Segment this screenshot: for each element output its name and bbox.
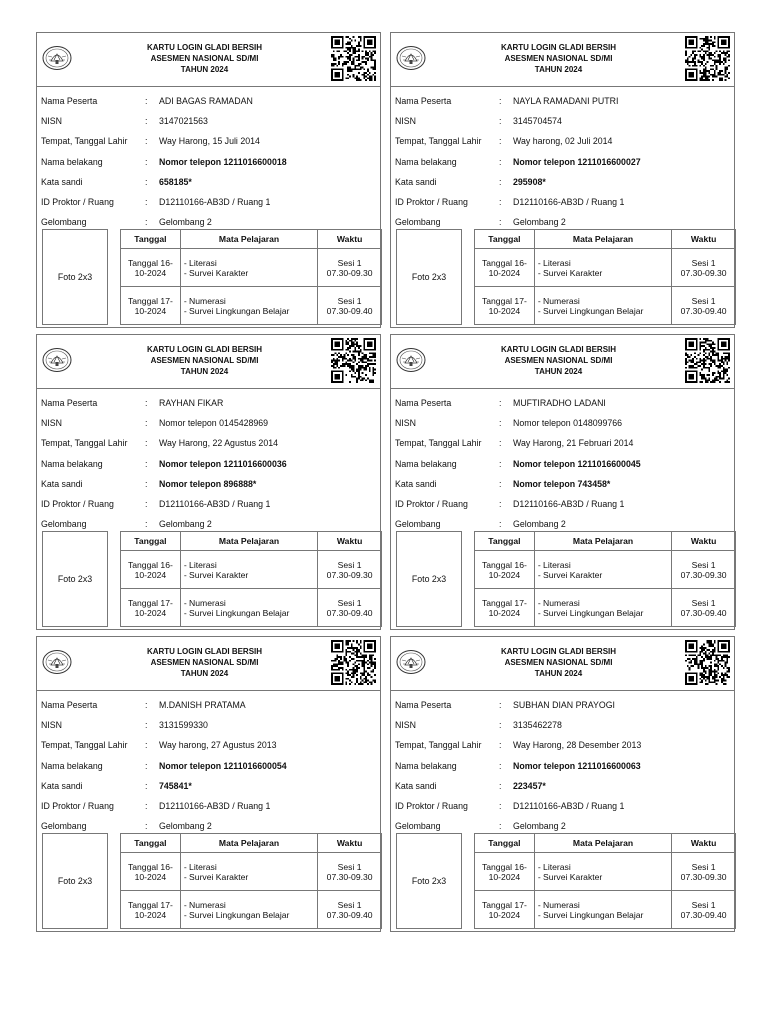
card-row bbox=[36, 32, 737, 328]
title-line-3: TAHUN 2024 bbox=[180, 65, 229, 74]
login-card bbox=[36, 32, 381, 328]
schedule-date: Tanggal 17- 10-2024 bbox=[475, 891, 535, 929]
schedule-date: Tanggal 17- 10-2024 bbox=[121, 589, 181, 627]
table-row bbox=[475, 249, 736, 287]
field-nama-peserta: Nama Peserta : MUFTIRADHO LADANI bbox=[395, 393, 730, 413]
qr-code-icon bbox=[685, 338, 730, 383]
schedule-date: Tanggal 17- 10-2024 bbox=[475, 287, 535, 325]
gelombang-value: Gelombang 2 bbox=[513, 821, 566, 832]
participant-fields bbox=[391, 389, 734, 534]
card-header bbox=[37, 33, 380, 87]
field-id-proktor: ID Proktor / Ruang : D12110166-AB3D / Ruang 1 bbox=[41, 796, 376, 816]
field-tempat-tanggal-lahir: Tempat, Tanggal Lahir : Way Harong, 28 Desember 2013 bbox=[395, 735, 730, 755]
field-nama-belakang: Nama belakang : Nomor telepon 1211016600027 bbox=[395, 152, 730, 172]
table-row bbox=[475, 891, 736, 929]
kata-sandi-value: 745841* bbox=[159, 780, 192, 791]
qr-code-icon bbox=[685, 640, 730, 685]
participant-fields bbox=[37, 691, 380, 836]
title-line-3: TAHUN 2024 bbox=[534, 669, 583, 678]
field-nama-belakang: Nama belakang : Nomor telepon 1211016600045 bbox=[395, 454, 730, 474]
table-row bbox=[475, 287, 736, 325]
kata-sandi-value: Nomor telepon 743458* bbox=[513, 478, 611, 489]
title-line-3: TAHUN 2024 bbox=[534, 367, 583, 376]
schedule-header-row bbox=[475, 834, 736, 853]
field-gelombang: Gelombang : Gelombang 2 bbox=[41, 816, 376, 836]
ttl-value: Way Harong, 28 Desember 2013 bbox=[513, 740, 642, 751]
photo-placeholder: Foto 2x3 bbox=[42, 531, 108, 627]
schedule-subjects: - Literasi - Survei Karakter bbox=[534, 853, 671, 891]
field-id-proktor: ID Proktor / Ruang : D12110166-AB3D / Ruang 1 bbox=[41, 192, 376, 212]
schedule-subjects: - Numerasi - Survei Lingkungan Belajar bbox=[180, 287, 317, 325]
nisn-value: Nomor telepon 0145428969 bbox=[159, 418, 269, 429]
table-row bbox=[475, 853, 736, 891]
schedule-subjects: - Literasi - Survei Karakter bbox=[180, 853, 317, 891]
field-id-proktor: ID Proktor / Ruang : D12110166-AB3D / Ruang 1 bbox=[41, 494, 376, 514]
field-nama-peserta: Nama Peserta : M.DANISH PRATAMA bbox=[41, 695, 376, 715]
schedule-subjects: - Literasi - Survei Karakter bbox=[180, 551, 317, 589]
schedule-time: Sesi 1 07.30-09.40 bbox=[318, 891, 382, 929]
title-line-1: KARTU LOGIN GLADI BERSIH bbox=[146, 647, 263, 656]
title-line-1: KARTU LOGIN GLADI BERSIH bbox=[146, 43, 263, 52]
header-mata-pelajaran: Mata Pelajaran bbox=[180, 834, 317, 853]
field-nisn: NISN : 3147021563 bbox=[41, 111, 376, 131]
nama-peserta-value: ADI BAGAS RAMADAN bbox=[159, 96, 253, 107]
schedule-table bbox=[474, 833, 736, 929]
schedule-table bbox=[120, 531, 382, 627]
nama-peserta-value: NAYLA RAMADANI PUTRI bbox=[513, 96, 619, 107]
field-tempat-tanggal-lahir: Tempat, Tanggal Lahir : Way harong, 02 Juli 2014 bbox=[395, 131, 730, 151]
schedule-time: Sesi 1 07.30-09.30 bbox=[672, 249, 736, 287]
schedule-subjects: - Literasi - Survei Karakter bbox=[534, 249, 671, 287]
schedule-date: Tanggal 16- 10-2024 bbox=[475, 551, 535, 589]
schedule-date: Tanggal 17- 10-2024 bbox=[475, 589, 535, 627]
card-bottom bbox=[396, 531, 736, 627]
field-nama-peserta: Nama Peserta : ADI BAGAS RAMADAN bbox=[41, 91, 376, 111]
title-line-1: KARTU LOGIN GLADI BERSIH bbox=[500, 647, 617, 656]
header-waktu: Waktu bbox=[672, 834, 736, 853]
ttl-value: Way Harong, 22 Agustus 2014 bbox=[159, 438, 278, 449]
header-mata-pelajaran: Mata Pelajaran bbox=[180, 230, 317, 249]
title-line-2: ASESMEN NASIONAL SD/MI bbox=[504, 658, 613, 667]
header-mata-pelajaran: Mata Pelajaran bbox=[180, 532, 317, 551]
tut-wuri-handayani-logo-icon bbox=[42, 649, 72, 675]
field-kata-sandi: Kata sandi : 295908* bbox=[395, 172, 730, 192]
ttl-value: Way Harong, 21 Februari 2014 bbox=[513, 438, 634, 449]
gelombang-value: Gelombang 2 bbox=[513, 519, 566, 530]
nama-belakang-value: Nomor telepon 1211016600018 bbox=[159, 156, 287, 167]
header-mata-pelajaran: Mata Pelajaran bbox=[534, 230, 671, 249]
card-header bbox=[391, 33, 734, 87]
card-bottom bbox=[396, 833, 736, 929]
field-nisn: NISN : 3145704574 bbox=[395, 111, 730, 131]
header-tanggal: Tanggal bbox=[121, 532, 181, 551]
header-waktu: Waktu bbox=[318, 532, 382, 551]
card-bottom bbox=[42, 833, 382, 929]
field-id-proktor: ID Proktor / Ruang : D12110166-AB3D / Ruang 1 bbox=[395, 192, 730, 212]
schedule-header-row bbox=[121, 532, 382, 551]
title-line-2: ASESMEN NASIONAL SD/MI bbox=[150, 356, 259, 365]
title-line-2: ASESMEN NASIONAL SD/MI bbox=[150, 658, 259, 667]
header-tanggal: Tanggal bbox=[121, 230, 181, 249]
field-kata-sandi: Kata sandi : 658185* bbox=[41, 172, 376, 192]
card-title bbox=[461, 646, 656, 679]
title-line-3: TAHUN 2024 bbox=[180, 367, 229, 376]
participant-fields bbox=[391, 691, 734, 836]
card-bottom bbox=[42, 531, 382, 627]
qr-code-icon bbox=[331, 640, 376, 685]
nisn-value: 3135462278 bbox=[513, 720, 562, 731]
card-row bbox=[36, 334, 737, 630]
table-row bbox=[121, 853, 382, 891]
ttl-value: Way Harong, 15 Juli 2014 bbox=[159, 136, 260, 147]
field-nama-belakang: Nama belakang : Nomor telepon 1211016600063 bbox=[395, 756, 730, 776]
participant-fields bbox=[391, 87, 734, 232]
header-tanggal: Tanggal bbox=[475, 834, 535, 853]
card-header bbox=[37, 335, 380, 389]
ttl-value: Way harong, 02 Juli 2014 bbox=[513, 136, 613, 147]
table-row bbox=[121, 249, 382, 287]
schedule-date: Tanggal 16- 10-2024 bbox=[475, 853, 535, 891]
card-bottom bbox=[42, 229, 382, 325]
schedule-subjects: - Numerasi - Survei Lingkungan Belajar bbox=[534, 891, 671, 929]
schedule-subjects: - Numerasi - Survei Lingkungan Belajar bbox=[180, 589, 317, 627]
nama-belakang-value: Nomor telepon 1211016600045 bbox=[513, 458, 641, 469]
card-title bbox=[107, 42, 302, 75]
schedule-time: Sesi 1 07.30-09.30 bbox=[318, 249, 382, 287]
nama-belakang-value: Nomor telepon 1211016600063 bbox=[513, 760, 641, 771]
nama-belakang-value: Nomor telepon 1211016600036 bbox=[159, 458, 287, 469]
field-kata-sandi: Kata sandi : Nomor telepon 743458* bbox=[395, 474, 730, 494]
qr-code-icon bbox=[331, 338, 376, 383]
field-tempat-tanggal-lahir: Tempat, Tanggal Lahir : Way Harong, 21 Februari 2014 bbox=[395, 433, 730, 453]
field-nama-peserta: Nama Peserta : RAYHAN FIKAR bbox=[41, 393, 376, 413]
id-proktor-value: D12110166-AB3D / Ruang 1 bbox=[513, 801, 625, 812]
kata-sandi-value: 658185* bbox=[159, 176, 192, 187]
card-row bbox=[36, 636, 737, 932]
field-id-proktor: ID Proktor / Ruang : D12110166-AB3D / Ruang 1 bbox=[395, 796, 730, 816]
title-line-1: KARTU LOGIN GLADI BERSIH bbox=[500, 345, 617, 354]
card-title bbox=[461, 344, 656, 377]
title-line-3: TAHUN 2024 bbox=[534, 65, 583, 74]
table-row bbox=[475, 589, 736, 627]
title-line-1: KARTU LOGIN GLADI BERSIH bbox=[500, 43, 617, 52]
schedule-date: Tanggal 16- 10-2024 bbox=[121, 249, 181, 287]
id-proktor-value: D12110166-AB3D / Ruang 1 bbox=[513, 197, 625, 208]
schedule-header-row bbox=[475, 532, 736, 551]
nama-peserta-value: M.DANISH PRATAMA bbox=[159, 700, 246, 711]
card-header bbox=[391, 637, 734, 691]
nama-peserta-value: MUFTIRADHO LADANI bbox=[513, 398, 606, 409]
field-nama-belakang: Nama belakang : Nomor telepon 1211016600018 bbox=[41, 152, 376, 172]
schedule-time: Sesi 1 07.30-09.30 bbox=[318, 551, 382, 589]
schedule-subjects: - Literasi - Survei Karakter bbox=[180, 249, 317, 287]
schedule-subjects: - Numerasi - Survei Lingkungan Belajar bbox=[534, 287, 671, 325]
schedule-date: Tanggal 16- 10-2024 bbox=[121, 853, 181, 891]
table-row bbox=[121, 287, 382, 325]
title-line-2: ASESMEN NASIONAL SD/MI bbox=[150, 54, 259, 63]
qr-code-icon bbox=[331, 36, 376, 81]
id-proktor-value: D12110166-AB3D / Ruang 1 bbox=[513, 499, 625, 510]
title-line-2: ASESMEN NASIONAL SD/MI bbox=[504, 356, 613, 365]
schedule-subjects: - Numerasi - Survei Lingkungan Belajar bbox=[180, 891, 317, 929]
title-line-1: KARTU LOGIN GLADI BERSIH bbox=[146, 345, 263, 354]
card-title bbox=[107, 646, 302, 679]
nisn-value: 3131599330 bbox=[159, 720, 208, 731]
tut-wuri-handayani-logo-icon bbox=[396, 347, 426, 373]
login-card bbox=[390, 32, 735, 328]
schedule-date: Tanggal 17- 10-2024 bbox=[121, 287, 181, 325]
schedule-date: Tanggal 17- 10-2024 bbox=[121, 891, 181, 929]
title-line-2: ASESMEN NASIONAL SD/MI bbox=[504, 54, 613, 63]
schedule-table bbox=[120, 229, 382, 325]
header-waktu: Waktu bbox=[672, 532, 736, 551]
card-bottom bbox=[396, 229, 736, 325]
field-kata-sandi: Kata sandi : 745841* bbox=[41, 776, 376, 796]
table-row bbox=[475, 551, 736, 589]
login-card bbox=[390, 334, 735, 630]
photo-placeholder: Foto 2x3 bbox=[396, 833, 462, 929]
tut-wuri-handayani-logo-icon bbox=[42, 45, 72, 71]
table-row bbox=[121, 891, 382, 929]
nisn-value: 3145704574 bbox=[513, 116, 562, 127]
id-proktor-value: D12110166-AB3D / Ruang 1 bbox=[159, 499, 271, 510]
nama-peserta-value: SUBHAN DIAN PRAYOGI bbox=[513, 700, 615, 711]
nama-belakang-value: Nomor telepon 1211016600027 bbox=[513, 156, 641, 167]
schedule-date: Tanggal 16- 10-2024 bbox=[121, 551, 181, 589]
nama-peserta-value: RAYHAN FIKAR bbox=[159, 398, 224, 409]
tut-wuri-handayani-logo-icon bbox=[396, 649, 426, 675]
photo-placeholder: Foto 2x3 bbox=[396, 531, 462, 627]
table-row bbox=[121, 551, 382, 589]
field-nama-belakang: Nama belakang : Nomor telepon 1211016600054 bbox=[41, 756, 376, 776]
participant-fields bbox=[37, 389, 380, 534]
login-card bbox=[390, 636, 735, 932]
card-header bbox=[37, 637, 380, 691]
tut-wuri-handayani-logo-icon bbox=[42, 347, 72, 373]
photo-placeholder: Foto 2x3 bbox=[42, 229, 108, 325]
header-tanggal: Tanggal bbox=[475, 532, 535, 551]
schedule-date: Tanggal 16- 10-2024 bbox=[475, 249, 535, 287]
nisn-value: 3147021563 bbox=[159, 116, 208, 127]
schedule-table bbox=[474, 531, 736, 627]
header-waktu: Waktu bbox=[672, 230, 736, 249]
field-nisn: NISN : Nomor telepon 0148099766 bbox=[395, 413, 730, 433]
gelombang-value: Gelombang 2 bbox=[159, 519, 212, 530]
field-gelombang: Gelombang : Gelombang 2 bbox=[395, 514, 730, 534]
gelombang-value: Gelombang 2 bbox=[513, 217, 566, 228]
kata-sandi-value: Nomor telepon 896888* bbox=[159, 478, 257, 489]
field-kata-sandi: Kata sandi : Nomor telepon 896888* bbox=[41, 474, 376, 494]
id-proktor-value: D12110166-AB3D / Ruang 1 bbox=[159, 197, 271, 208]
field-nama-belakang: Nama belakang : Nomor telepon 1211016600036 bbox=[41, 454, 376, 474]
field-nama-peserta: Nama Peserta : NAYLA RAMADANI PUTRI bbox=[395, 91, 730, 111]
field-nisn: NISN : Nomor telepon 0145428969 bbox=[41, 413, 376, 433]
schedule-time: Sesi 1 07.30-09.30 bbox=[318, 853, 382, 891]
header-waktu: Waktu bbox=[318, 834, 382, 853]
header-tanggal: Tanggal bbox=[475, 230, 535, 249]
field-id-proktor: ID Proktor / Ruang : D12110166-AB3D / Ruang 1 bbox=[395, 494, 730, 514]
card-title bbox=[461, 42, 656, 75]
card-header bbox=[391, 335, 734, 389]
schedule-header-row bbox=[121, 834, 382, 853]
schedule-time: Sesi 1 07.30-09.40 bbox=[318, 287, 382, 325]
schedule-time: Sesi 1 07.30-09.30 bbox=[672, 853, 736, 891]
schedule-time: Sesi 1 07.30-09.30 bbox=[672, 551, 736, 589]
gelombang-value: Gelombang 2 bbox=[159, 217, 212, 228]
schedule-subjects: - Numerasi - Survei Lingkungan Belajar bbox=[534, 589, 671, 627]
nisn-value: Nomor telepon 0148099766 bbox=[513, 418, 623, 429]
field-tempat-tanggal-lahir: Tempat, Tanggal Lahir : Way Harong, 15 Juli 2014 bbox=[41, 131, 376, 151]
ttl-value: Way harong, 27 Agustus 2013 bbox=[159, 740, 277, 751]
header-waktu: Waktu bbox=[318, 230, 382, 249]
photo-placeholder: Foto 2x3 bbox=[42, 833, 108, 929]
header-mata-pelajaran: Mata Pelajaran bbox=[534, 532, 671, 551]
qr-code-icon bbox=[685, 36, 730, 81]
field-kata-sandi: Kata sandi : 223457* bbox=[395, 776, 730, 796]
schedule-header-row bbox=[475, 230, 736, 249]
id-proktor-value: D12110166-AB3D / Ruang 1 bbox=[159, 801, 271, 812]
field-gelombang: Gelombang : Gelombang 2 bbox=[395, 816, 730, 836]
login-card-sheet bbox=[36, 32, 737, 938]
field-gelombang: Gelombang : Gelombang 2 bbox=[41, 514, 376, 534]
tut-wuri-handayani-logo-icon bbox=[396, 45, 426, 71]
photo-placeholder: Foto 2x3 bbox=[396, 229, 462, 325]
field-tempat-tanggal-lahir: Tempat, Tanggal Lahir : Way Harong, 22 Agustus 2014 bbox=[41, 433, 376, 453]
kata-sandi-value: 295908* bbox=[513, 176, 546, 187]
field-nama-peserta: Nama Peserta : SUBHAN DIAN PRAYOGI bbox=[395, 695, 730, 715]
header-tanggal: Tanggal bbox=[121, 834, 181, 853]
schedule-time: Sesi 1 07.30-09.40 bbox=[318, 589, 382, 627]
field-nisn: NISN : 3131599330 bbox=[41, 715, 376, 735]
schedule-table bbox=[474, 229, 736, 325]
login-card bbox=[36, 636, 381, 932]
schedule-table bbox=[120, 833, 382, 929]
schedule-header-row bbox=[121, 230, 382, 249]
schedule-time: Sesi 1 07.30-09.40 bbox=[672, 287, 736, 325]
schedule-time: Sesi 1 07.30-09.40 bbox=[672, 891, 736, 929]
field-tempat-tanggal-lahir: Tempat, Tanggal Lahir : Way harong, 27 Agustus 2013 bbox=[41, 735, 376, 755]
nama-belakang-value: Nomor telepon 1211016600054 bbox=[159, 760, 287, 771]
gelombang-value: Gelombang 2 bbox=[159, 821, 212, 832]
kata-sandi-value: 223457* bbox=[513, 780, 546, 791]
schedule-time: Sesi 1 07.30-09.40 bbox=[672, 589, 736, 627]
table-row bbox=[121, 589, 382, 627]
field-gelombang: Gelombang : Gelombang 2 bbox=[395, 212, 730, 232]
header-mata-pelajaran: Mata Pelajaran bbox=[534, 834, 671, 853]
participant-fields bbox=[37, 87, 380, 232]
card-title bbox=[107, 344, 302, 377]
title-line-3: TAHUN 2024 bbox=[180, 669, 229, 678]
schedule-subjects: - Literasi - Survei Karakter bbox=[534, 551, 671, 589]
field-gelombang: Gelombang : Gelombang 2 bbox=[41, 212, 376, 232]
login-card bbox=[36, 334, 381, 630]
field-nisn: NISN : 3135462278 bbox=[395, 715, 730, 735]
